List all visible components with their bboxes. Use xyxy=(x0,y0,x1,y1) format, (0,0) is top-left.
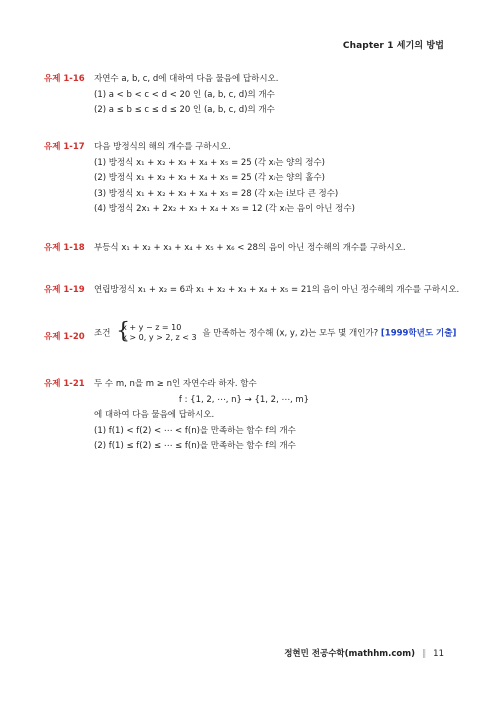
sub-question: (4) 방정식 2x₁ + 2x₂ + x₃ + x₄ + x₅ = 12 (각 xᵢ는 음이 아닌 정수) xyxy=(94,204,355,214)
page-footer xyxy=(284,647,444,659)
problem-label: 유제 1-16 xyxy=(44,74,85,84)
problem-1-21 xyxy=(44,377,464,455)
problem-1-17 xyxy=(44,140,464,218)
problem-1-18 xyxy=(44,241,464,257)
system-row: x > 0, y > 2, z < 3 xyxy=(122,333,197,342)
problem-label: 유제 1-19 xyxy=(44,285,85,295)
problem-body xyxy=(94,319,464,344)
problem-1-16 xyxy=(44,72,464,119)
problem-label: 유제 1-21 xyxy=(44,379,85,389)
problem-text: 부등식 x₁ + x₂ + x₃ + x₄ + x₅ + x₆ < 28의 음이 아닌 정수해의 개수를 구하시오. xyxy=(94,243,406,253)
problem-body xyxy=(94,283,464,299)
exam-reference: [1999학년도 기출] xyxy=(380,328,457,339)
problem-text-continued: 에 대하여 다음 물음에 답하시오. xyxy=(94,410,215,420)
sub-question: (2) f(1) ≤ f(2) ≤ ⋯ ≤ f(n)을 만족하는 함수 f의 개수 xyxy=(94,441,296,451)
condition-prefix: 조건 xyxy=(94,328,111,339)
condition-suffix: 을 만족하는 정수해 (x, y, z)는 모두 몇 개인가? xyxy=(202,328,379,339)
problem-1-20 xyxy=(44,319,464,344)
problem-text: 다음 방정식의 해의 개수를 구하시오. xyxy=(94,142,231,152)
brace-glyph: { xyxy=(116,319,131,344)
problem-body xyxy=(94,377,464,455)
sub-question: (2) a ≤ b ≤ c ≤ d ≤ 20 인 (a, b, c, d)의 개수 xyxy=(94,105,275,115)
problem-body xyxy=(94,140,464,218)
problem-1-19 xyxy=(44,283,464,299)
sub-question: (1) a < b < c < d < 20 인 (a, b, c, d)의 개수 xyxy=(94,89,275,100)
problem-label: 유제 1-20 xyxy=(44,332,85,342)
equation-system xyxy=(116,319,197,344)
sub-question: (1) 방정식 x₁ + x₂ + x₃ + x₄ + x₅ = 25 (각 xᵢ는 양의 정수) xyxy=(94,157,325,168)
system-row: x + y − z = 10 xyxy=(122,323,182,332)
problem-label: 유제 1-17 xyxy=(44,142,85,152)
sub-question: (2) 방정식 x₁ + x₂ + x₃ + x₄ + x₅ = 25 (각 xᵢ는 양의 홀수) xyxy=(94,173,325,183)
problem-body xyxy=(94,72,464,119)
problem-text: 두 수 m, n을 m ≥ n인 자연수라 하자. 함수 xyxy=(94,379,257,389)
page-number: 11 xyxy=(433,649,444,659)
footer-separator: ‖ xyxy=(421,649,427,659)
chapter-header: Chapter 1 세기의 방법 xyxy=(342,41,444,51)
problem-text: 연립방정식 x₁ + x₂ = 6과 x₁ + x₂ + x₃ + x₄ + x₅ = 21의 음이 아닌 정수해의 개수를 구하시오. xyxy=(94,285,460,295)
sub-question: (3) 방정식 x₁ + x₂ + x₃ + x₄ + x₅ = 28 (각 xᵢ는 i보다 큰 정수) xyxy=(94,188,339,199)
problem-text: 자연수 a, b, c, d에 대하여 다음 물음에 답하시오. xyxy=(94,74,279,84)
problem-label: 유제 1-18 xyxy=(44,243,85,253)
footer-author: 정현민 전공수학(mathhm.com) xyxy=(284,649,415,659)
sub-question: (1) f(1) < f(2) < ⋯ < f(n)을 만족하는 함수 f의 개수 xyxy=(94,425,296,436)
problem-body xyxy=(94,241,464,257)
function-definition: f : {1, 2, ⋯, n} → {1, 2, ⋯, m} xyxy=(178,394,310,405)
